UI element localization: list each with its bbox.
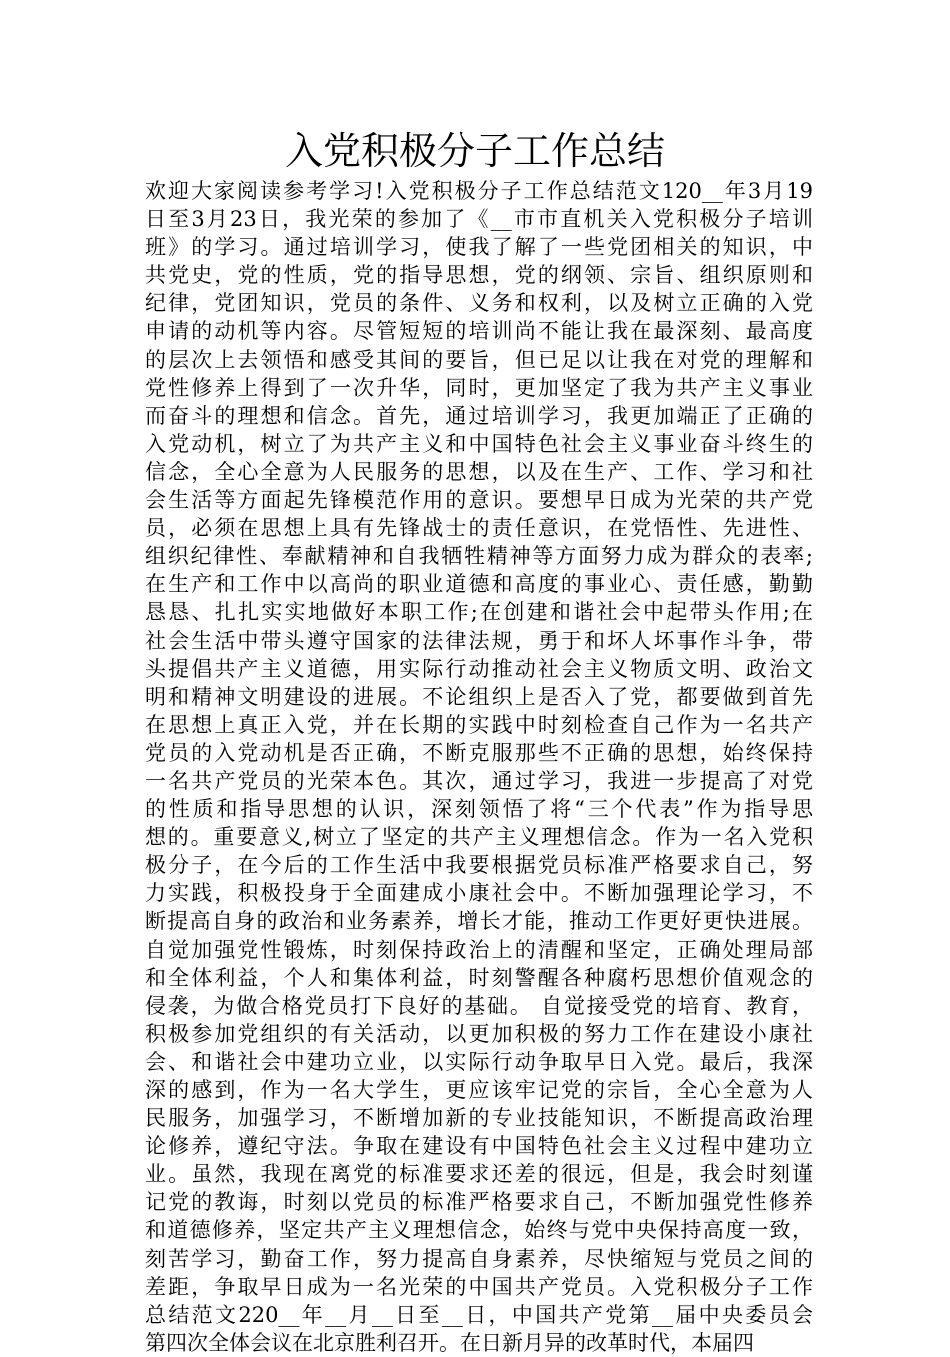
document-body-line: 会生活等方面起先锋模范作用的意识。要想早日成为光荣的共产党 — [145, 488, 813, 513]
document-title: 入党积极分子工作总结 — [284, 129, 665, 173]
document-body-line: 业。虽然，我现在离党的标准要求还差的很远，但是，我会时刻谨 — [145, 1162, 813, 1187]
document-body-line: 党员的入党动机是否正确，不断克服那些不正确的思想，始终保持 — [145, 740, 813, 765]
document-body-line: 断提高自身的政治和业务素养，增长才能，推动工作更好更快进展。 — [145, 909, 813, 934]
document-body-line: 会、和谐社会中建功立业，以实际行动争取早日入党。最后，我深 — [145, 1049, 813, 1074]
document-body-line: 入党动机，树立了为共产主义和中国特色社会主义事业奋斗终生的 — [145, 431, 813, 456]
document-body-line: 第四次全体会议在北京胜利召开。在日新月异的改革时代，本届四 — [145, 1330, 754, 1355]
document-body-line: 一名共产党员的光荣本色。其次，通过学习，我进一步提高了对党 — [145, 768, 813, 793]
document-body-line: 党性修养上得到了一次升华，同时，更加坚定了我为共产主义事业 — [145, 375, 813, 400]
document-body-line: 总结范文220__年__月__日至__日，中国共产党第__届中央委员会 — [145, 1302, 813, 1327]
document-body — [145, 177, 813, 1357]
document-body-line: 日至3月23日，我光荣的参加了《__市市直机关入党积极分子培训 — [145, 207, 813, 232]
document-body-line: 的层次上去领悟和感受其间的要旨，但已足以让我在对党的理解和 — [145, 347, 813, 372]
document-body-line: 想的。重要意义,树立了坚定的共产主义理想信念。作为一名入党积 — [145, 825, 813, 850]
document-body-line: 明和精神文明建设的进展。不论组织上是否入了党，都要做到首先 — [145, 684, 813, 709]
document-body-line: 组织纪律性、奉献精神和自我牺牲精神等方面努力成为群众的表率; — [145, 544, 813, 569]
document-body-line: 刻苦学习，勤奋工作，努力提高自身素养，尽快缩短与党员之间的 — [145, 1246, 813, 1271]
document-body-line: 自觉加强党性锻炼，时刻保持政治上的清醒和坚定，正确处理局部 — [145, 937, 813, 962]
document-body-line: 和全体利益，个人和集体利益，时刻警醒各种腐朽思想价值观念的 — [145, 965, 813, 990]
document-body-line: 在生产和工作中以高尚的职业道德和高度的事业心、责任感，勤勤 — [145, 572, 813, 597]
document-body-line: 社会生活中带头遵守国家的法律法规，勇于和坏人坏事作斗争，带 — [145, 628, 813, 653]
document-body-line: 头提倡共产主义道德，用实际行动推动社会主义物质文明、政治文 — [145, 656, 813, 681]
document-body-line: 在思想上真正入党，并在长期的实践中时刻检查自己作为一名共产 — [145, 712, 813, 737]
document-body-line: 力实践，积极投身于全面建成小康社会中。不断加强理论学习，不 — [145, 881, 813, 906]
document-body-line: 员，必须在思想上具有先锋战士的责任意识，在党悟性、先进性、 — [145, 516, 813, 541]
document-body-line: 而奋斗的理想和信念。首先，通过培训学习，我更加端正了正确的 — [145, 403, 813, 428]
document-body-line: 深的感到，作为一名大学生，更应该牢记党的宗旨，全心全意为人 — [145, 1078, 813, 1102]
document-body-line: 的性质和指导思想的认识，深刻领悟了将“三个代表”作为指导思 — [145, 797, 813, 822]
document-body-line: 积极参加党组织的有关活动，以更加积极的努力工作在建设小康社 — [145, 1021, 813, 1046]
document-body-line: 欢迎大家阅读参考学习!入党积极分子工作总结范文120__年3月19 — [145, 179, 813, 203]
document-body-line: 论修养，遵纪守法。争取在建设有中国特色社会主义过程中建功立 — [145, 1134, 813, 1159]
document-body-line: 民服务，加强学习，不断增加新的专业技能知识，不断提高政治理 — [145, 1106, 813, 1131]
document-body-line: 侵袭，为做合格党员打下良好的基础。 自觉接受党的培育、教育， — [145, 993, 813, 1018]
document-body-line: 纪律，党团知识，党员的条件、义务和权利，以及树立正确的入党 — [145, 291, 813, 316]
document-body-line: 记党的教诲，时刻以党员的标准严格要求自己，不断加强党性修养 — [145, 1190, 813, 1215]
document-body-line: 和道德修养，坚定共产主义理想信念，始终与党中央保持高度一致， — [145, 1218, 813, 1243]
document-body-line: 申请的动机等内容。尽管短短的培训尚不能让我在最深刻、最高度 — [145, 319, 813, 344]
document-body-line: 共党史，党的性质，党的指导思想，党的纲领、宗旨、组织原则和 — [145, 263, 813, 288]
document-body-line: 差距，争取早日成为一名光荣的中国共产党员。入党积极分子工作 — [145, 1274, 813, 1299]
document-body-line: 极分子，在今后的工作生活中我要根据党员标准严格要求自己，努 — [145, 853, 813, 878]
document-body-line: 信念，全心全意为人民服务的思想，以及在生产、工作、学习和社 — [145, 459, 813, 484]
document-body-line: 班》的学习。通过培训学习，使我了解了一些党团相关的知识，中 — [145, 235, 813, 260]
document-body-line: 恳恳、扎扎实实地做好本职工作;在创建和谐社会中起带头作用;在 — [145, 600, 813, 625]
